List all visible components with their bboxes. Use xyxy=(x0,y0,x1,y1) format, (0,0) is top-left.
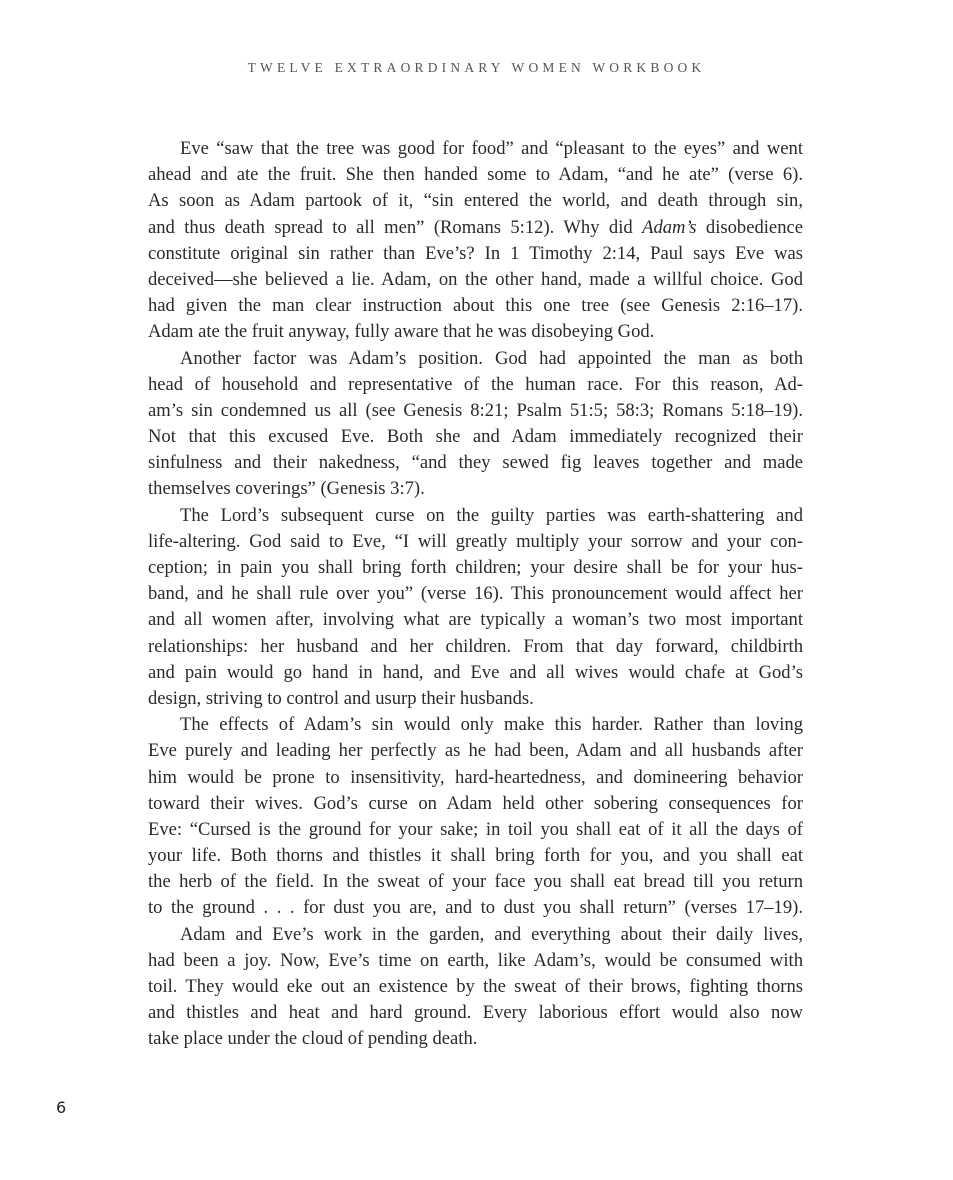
text-line: relationships: her husband and her children. From that day forward, childbirth xyxy=(148,635,803,657)
text-line: him would be prone to insensitivity, hard-heartedness, and domineering behavior xyxy=(148,766,803,788)
text-segment: and thus death spread to all men” (Romans 5:12). Why did xyxy=(148,216,643,238)
text-line: am’s sin condemned us all (see Genesis 8:21; Psalm 51:5; 58:3; Romans 5:18–19). xyxy=(148,399,803,421)
text-line: had given the man clear instruction about this one tree (see Genesis 2:16–17). xyxy=(148,295,803,317)
text-line: take place under the cloud of pending death. xyxy=(148,1028,478,1050)
text-line: As soon as Adam partook of it, “sin entered the world, and death through sin, xyxy=(148,190,803,212)
text-line: to the ground . . . for dust you are, and to dust you shall return” (verses 17–19). xyxy=(148,897,803,919)
text-line: head of household and representative of the human race. For this reason, Ad- xyxy=(148,373,803,395)
text-line: design, striving to control and usurp their husbands. xyxy=(148,687,534,709)
text-line: constitute original sin rather than Eve’s? In 1 Timothy 2:14, Paul says Eve was xyxy=(148,242,803,264)
text-line: and pain would go hand in hand, and Eve and all wives would chafe at God’s xyxy=(148,661,803,683)
text-line: had been a joy. Now, Eve’s time on earth, like Adam’s, would be consumed with xyxy=(148,949,803,971)
text-line: the herb of the field. In the sweat of your face you shall eat bread till you return xyxy=(148,871,803,893)
text-line: toward their wives. God’s curse on Adam held other sobering consequences for xyxy=(148,792,803,814)
text-line: band, and he shall rule over you” (verse 16). This pronouncement would affect her xyxy=(148,583,803,605)
paragraph xyxy=(148,136,803,346)
text-line: Another factor was Adam’s position. God had appointed the man as both xyxy=(180,347,803,369)
paragraph xyxy=(148,346,803,503)
text-line: Adam and Eve’s work in the garden, and everything about their daily lives, xyxy=(180,923,803,945)
text-line: toil. They would eke out an existence by the sweat of their brows, fighting thorns xyxy=(148,976,803,997)
text-line: and all women after, involving what are typically a woman’s two most important xyxy=(148,609,803,631)
text-line: ception; in pain you shall bring forth children; your desire shall be for your hus- xyxy=(148,557,803,578)
text-line: and thistles and heat and hard ground. Every laborious effort would also now xyxy=(148,1002,803,1024)
text-line: Eve: “Cursed is the ground for your sake; in toil you shall eat of it all the days of xyxy=(148,818,803,840)
text-line: Not that this excused Eve. Both she and Adam immediately recognized their xyxy=(148,426,803,448)
paragraph xyxy=(148,712,803,922)
text-line: your life. Both thorns and thistles it shall bring forth for you, and you shall eat xyxy=(148,845,803,867)
text-line: Adam ate the fruit anyway, fully aware that he was disobeying God. xyxy=(148,321,655,343)
text-line: deceived—she believed a lie. Adam, on the other hand, made a willful choice. God xyxy=(148,268,803,290)
body-text xyxy=(148,136,803,1053)
text-line: Eve purely and leading her perfectly as he had been, Adam and all husbands after xyxy=(148,740,803,762)
text-line: Eve “saw that the tree was good for food” and “pleasant to the eyes” and went xyxy=(180,138,803,159)
paragraph xyxy=(148,503,803,713)
text-segment: disobedience xyxy=(696,216,803,238)
text-line: life-altering. God said to Eve, “I will greatly multiply your sorrow and your con- xyxy=(148,530,803,552)
text-line: The Lord’s subsequent curse on the guilty parties was earth-shattering and xyxy=(180,504,803,526)
page-number: 6 xyxy=(56,1098,67,1117)
text-line: themselves coverings” (Genesis 3:7). xyxy=(148,478,425,500)
paragraph xyxy=(148,922,803,1053)
emphasis-text: Adam’s xyxy=(642,216,697,238)
text-line xyxy=(148,215,803,241)
text-line: The effects of Adam’s sin would only make this harder. Rather than loving xyxy=(180,714,803,736)
running-header: TWELVE EXTRAORDINARY WOMEN WORKBOOK xyxy=(247,60,706,75)
text-line: ahead and ate the fruit. She then handed some to Adam, “and he ate” (verse 6). xyxy=(148,164,803,186)
text-line: sinfulness and their nakedness, “and they sewed fig leaves together and made xyxy=(148,452,803,474)
